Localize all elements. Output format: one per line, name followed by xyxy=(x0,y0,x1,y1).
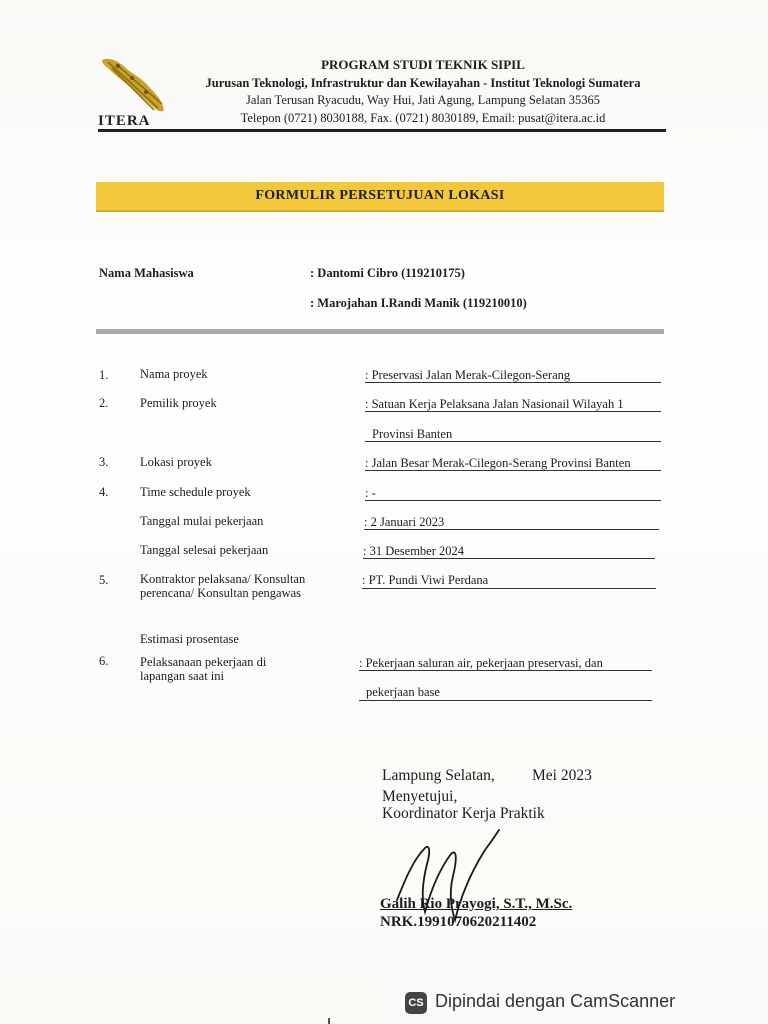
item-number: 4. xyxy=(99,485,109,499)
student-name-1: : Dantomi Cibro (119210175) xyxy=(310,266,465,280)
item-value: : Jalan Besar Merak-Cilegon-Serang Provinsi Banten xyxy=(365,456,631,470)
item-value: : Pekerjaan saluran air, pekerjaan preservasi, dan xyxy=(359,656,603,670)
answer-line xyxy=(364,529,659,530)
item-number: 2. xyxy=(99,396,109,410)
item-number: 3. xyxy=(99,455,109,469)
header-rule xyxy=(98,129,666,132)
item-label: Pelaksanaan pekerjaan di lapangan saat ini xyxy=(140,655,267,683)
signature-approve: Menyetujui, xyxy=(382,788,458,805)
item-label: Tanggal mulai pekerjaan xyxy=(140,514,264,528)
item-number: 6. xyxy=(99,654,109,668)
item-value: : 2 Januari 2023 xyxy=(364,515,445,529)
answer-line xyxy=(359,670,652,671)
item-label: Time schedule proyek xyxy=(140,485,251,499)
address-line: Jalan Terusan Ryacudu, Way Hui, Jati Agung, Lampung Selatan 35365 xyxy=(245,93,601,107)
student-name-2: : Marojahan I.Randi Manik (119210010) xyxy=(310,296,527,310)
answer-line xyxy=(362,588,656,589)
answer-line xyxy=(365,441,661,442)
title-banner xyxy=(96,182,664,212)
item-number: 1. xyxy=(99,368,109,382)
item-label: Nama proyek xyxy=(140,367,208,381)
answer-line xyxy=(365,382,661,383)
item-value: : Preservasi Jalan Merak-Cilegon-Serang xyxy=(365,368,571,382)
signatory-id: NRK.1991070620211402 xyxy=(380,914,537,930)
page-mark xyxy=(328,1018,330,1024)
answer-line xyxy=(363,558,655,559)
camscanner-icon: CS xyxy=(405,992,427,1014)
form-title: FORMULIR PERSETUJUAN LOKASI xyxy=(255,188,505,203)
item-label: Pemilik proyek xyxy=(140,396,217,410)
answer-line xyxy=(365,470,661,471)
item-value: : Satuan Kerja Pelaksana Jalan Nasionail Wilayah 1 xyxy=(365,397,624,411)
signature-role: Koordinator Kerja Praktik xyxy=(382,805,545,822)
answer-line xyxy=(365,500,661,501)
logo-text: ITERA xyxy=(98,113,151,129)
item-label: Estimasi prosentase xyxy=(140,632,239,646)
signature-date: Mei 2023 xyxy=(532,767,592,784)
department-name: Jurusan Teknologi, Infrastruktur dan Kewilayahan - Institut Teknologi Sumatera xyxy=(205,76,641,90)
item-label: Lokasi proyek xyxy=(140,455,212,469)
item-label: Kontraktor pelaksana/ Konsultan perencana/ Konsultan pengawas xyxy=(140,572,306,600)
answer-line xyxy=(359,700,652,701)
answer-line xyxy=(365,411,661,412)
section-divider xyxy=(96,329,664,334)
contact-line: Telepon (0721) 8030188, Fax. (0721) 8030189, Email: pusat@itera.ac.id xyxy=(240,111,606,125)
camscanner-text: Dipindai dengan CamScanner xyxy=(435,991,676,1011)
item-label: Tanggal selesai pekerjaan xyxy=(140,543,269,557)
student-label: Nama Mahasiswa xyxy=(99,266,194,280)
item-value-continued: Provinsi Banten xyxy=(372,427,453,441)
item-value-continued: pekerjaan base xyxy=(366,685,440,699)
signature-place: Lampung Selatan, xyxy=(382,767,495,784)
program-name: PROGRAM STUDI TEKNIK SIPIL xyxy=(321,57,525,72)
item-value: : 31 Desember 2024 xyxy=(363,544,465,558)
signatory-name: Galih Rio Prayogi, S.T., M.Sc. xyxy=(380,896,573,912)
item-value: : - xyxy=(365,486,376,500)
item-number: 5. xyxy=(99,573,109,587)
item-value: : PT. Pundi Viwi Perdana xyxy=(362,573,489,587)
